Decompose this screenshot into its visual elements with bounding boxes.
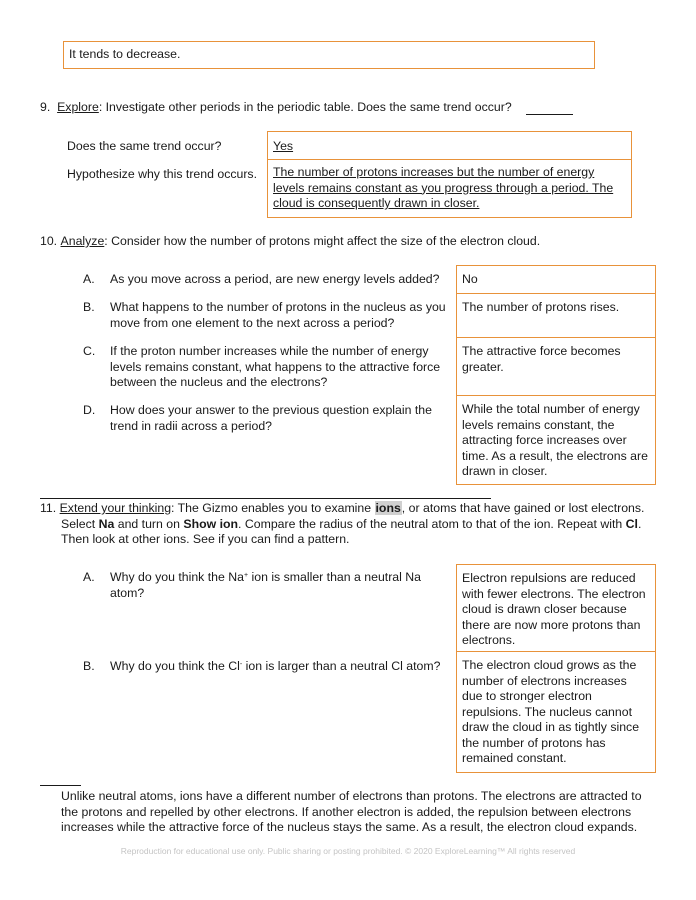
q10-answer-d[interactable]: [456, 395, 656, 485]
q11-answer-b[interactable]: [456, 651, 656, 773]
section-divider: [40, 498, 491, 499]
q10-item-b-letter: B.: [83, 300, 95, 314]
q10-answer-c[interactable]: [456, 337, 656, 396]
q10-item-a-question: As you move across a period, are new energy levels added?: [110, 272, 440, 286]
q11-item-a-letter: A.: [83, 570, 95, 584]
answer-text: Electron repulsions are reduced with fewer electrons. The electron cloud is drawn closer because there are now more protons than electrons.: [462, 571, 646, 647]
answer-text: The electron cloud grows as the number of electrons increases due to stronger electron repulsions. The nucleus cannot draw the cloud in as tightly since the number of protons has remained constant.: [462, 658, 640, 765]
page-footer: Reproduction for educational use only. Public sharing or posting prohibited. © 2020 ExploreLearning™ All rights reserved: [120, 846, 576, 856]
answer-text: The number of protons increases but the number of energy levels remains constant as you progress through a period. The cloud is consequently drawn in closer.: [273, 165, 614, 210]
question-10: [40, 234, 660, 250]
q10-item-a-letter: A.: [83, 272, 95, 286]
question-prompt: : Investigate other periods in the periodic table. Does the same trend occur?: [98, 100, 512, 114]
question-keyword: Explore: [57, 100, 99, 114]
q11-item-a-question: Why do you think the Na+ ion is smaller than a neutral Na atom?: [110, 570, 422, 600]
na-term: Na: [98, 516, 115, 531]
question-keyword: Extend your thinking: [59, 501, 172, 515]
q9-answer-hypothesis[interactable]: [268, 160, 631, 212]
q10-item-d-question: How does your answer to the previous question explain the trend in radii across a period?: [110, 403, 432, 433]
q9-answer-same[interactable]: [268, 132, 631, 160]
answer-text: It tends to decrease.: [69, 47, 181, 61]
answer-blank-line: [526, 114, 573, 115]
closing-paragraph: Unlike neutral atoms, ions have a different number of electrons than protons. The electrons are attracted to the protons and repelled by other electrons. If another electron is added, the repulsion between electrons increases while the attractive force of the nucleus stays the same. As a result, the electron cloud expands.: [61, 789, 642, 834]
q9-label-same: Does the same trend occur?: [67, 139, 222, 153]
answer-text: Yes: [273, 139, 294, 153]
question-11: 11. Extend your thinking: The Gizmo enables you to examine ions, or atoms that have gained or lost electrons. Select Na and turn on Show ion. Compare the radius of the neutral atom to that of the ion. Repeat with Cl. Then look at other ions. See if you can find a pattern.: [40, 501, 645, 546]
q11-item-b-letter: B.: [83, 659, 95, 673]
question-prompt: : Consider how the number of protons might affect the size of the electron cloud.: [104, 234, 541, 248]
q10-item-d-letter: D.: [83, 403, 96, 417]
q10-item-c-question: If the proton number increases while the number of energy levels remains constant, what happens to the attractive force between the nucleus and the electrons?: [110, 344, 441, 389]
footnote-divider: [40, 785, 81, 786]
q10-item-c-letter: C.: [83, 344, 96, 358]
answer-text: No: [462, 272, 478, 286]
answer-text: The attractive force becomes greater.: [462, 344, 621, 374]
q9-label-hypothesis: Hypothesize why this trend occurs.: [67, 167, 258, 181]
ions-highlight: ions: [375, 501, 401, 515]
q10-item-b-question: What happens to the number of protons in the nucleus as you move from one element to the next across a period?: [110, 300, 446, 330]
question-number: 9.: [40, 100, 51, 114]
cl-term: Cl: [625, 516, 638, 531]
answer-text: The number of protons rises.: [462, 300, 620, 314]
q11-answer-a[interactable]: [456, 564, 656, 652]
answer-box-top[interactable]: [63, 41, 595, 69]
q11-item-b-question: Why do you think the Cl- ion is larger than a neutral Cl atom?: [110, 659, 441, 673]
question-keyword: Analyze: [60, 234, 105, 248]
q10-answer-b[interactable]: [456, 293, 656, 338]
question-number: 10.: [40, 234, 58, 248]
question-number: 11.: [40, 501, 57, 515]
q10-answer-a[interactable]: [456, 265, 656, 294]
answer-text: While the total number of energy levels remains constant, the attracting force increases over time. As a result, the electrons are drawn in closer.: [462, 402, 648, 478]
q9-answer-box[interactable]: [267, 131, 632, 218]
show-ion-term: Show ion: [183, 516, 239, 531]
